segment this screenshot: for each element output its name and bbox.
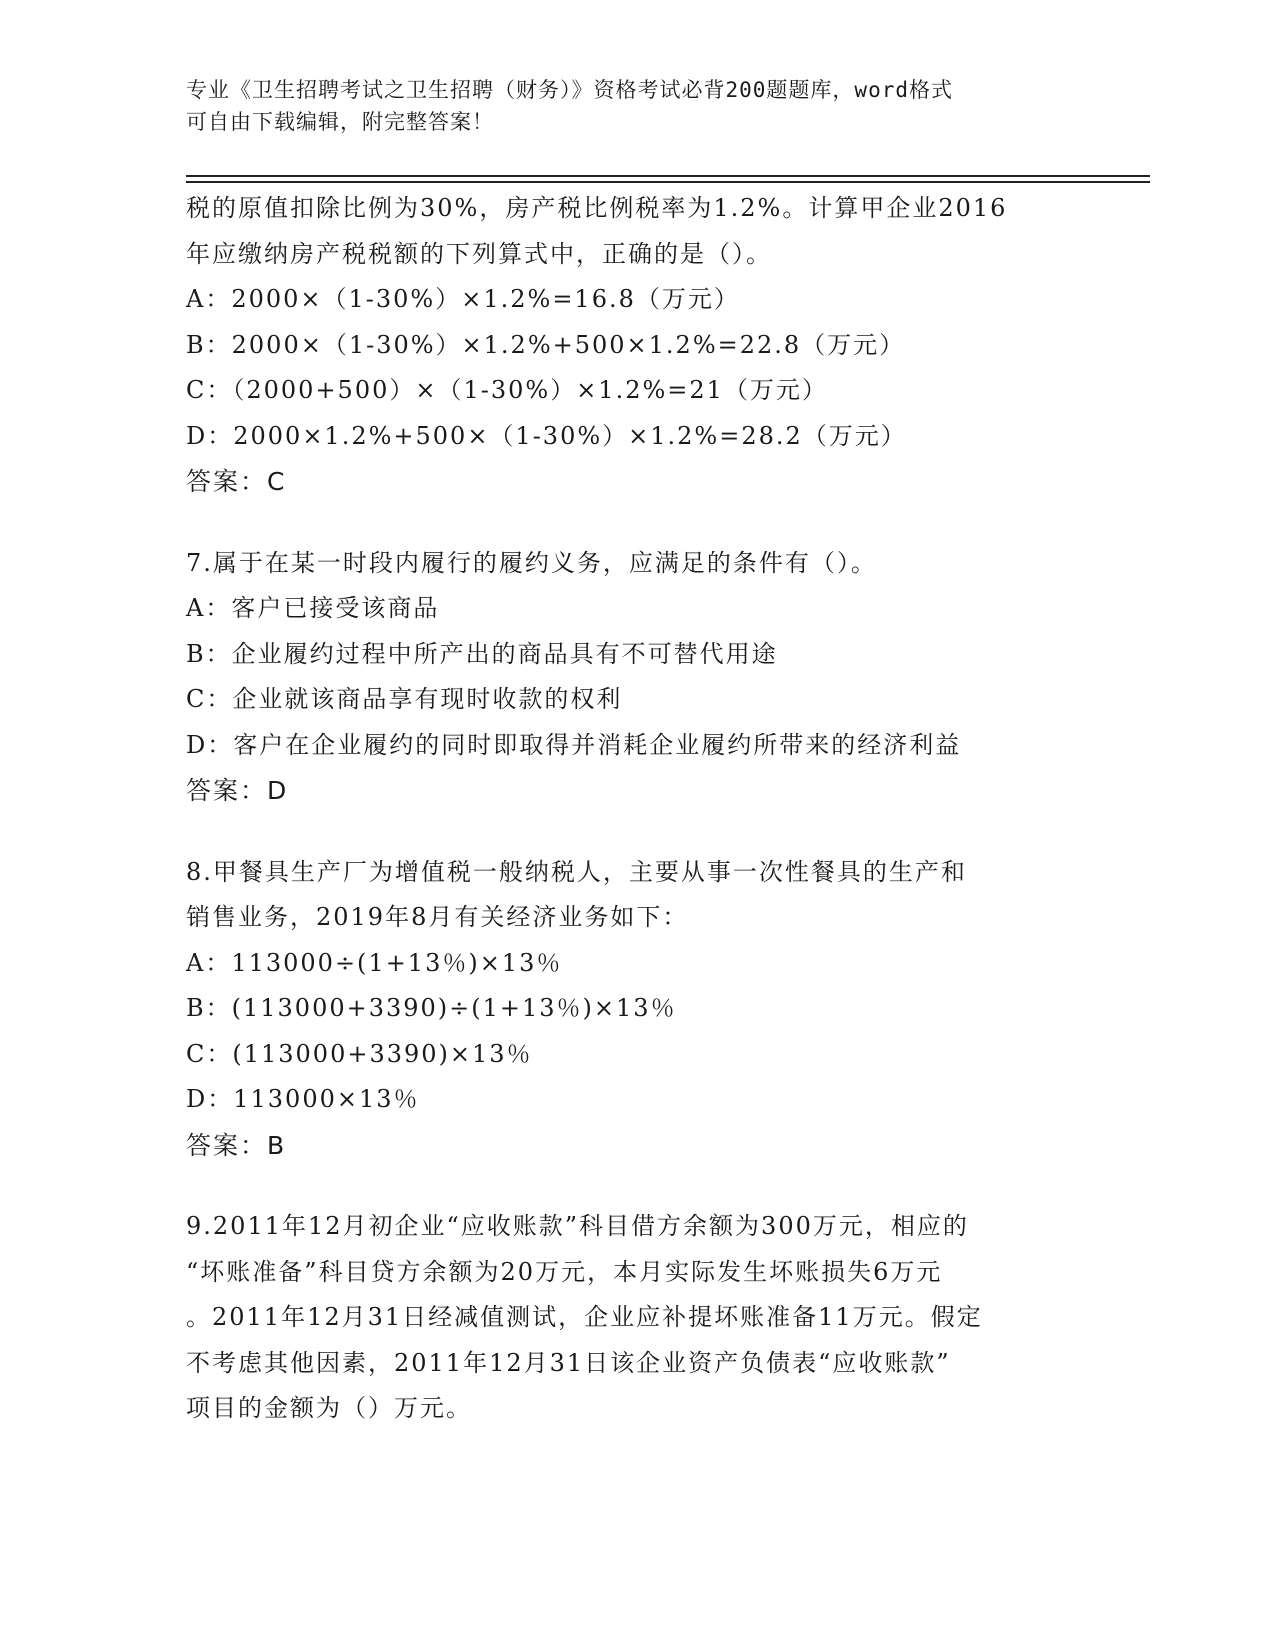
option-d: D：113000×13％ [186,1085,420,1113]
header-title-line-1: 专业《卫生招聘考试之卫生招聘（财务）》资格考试必背200题题库，word格式 [186,78,953,102]
question-stem-line: 年应缴纳房产税税额的下列算式中，正确的是（）。 [186,239,772,268]
question-stem-line: 不考虑其他因素，2011年12月31日该企业资产负债表“应收账款” [186,1348,951,1377]
question-stem-line: 税的原值扣除比例为30%，房产税比例税率为1.2%。计算甲企业2016 [186,194,1008,222]
option-d: D：2000×1.2%+500×（1-30%）×1.2%=28.2（万元） [186,421,907,450]
document-header [186,74,1066,138]
question-9 [186,1204,1086,1432]
option-a: A：2000×（1-30%）×1.2%=16.8（万元） [186,285,740,313]
question-stem-line: “坏账准备”科目贷方余额为20万元，本月实际发生坏账损失6万元 [186,1257,943,1286]
header-title-line-2: 可自由下载编辑，附完整答案！ [186,110,494,134]
question-stem-line: 。2011年12月31日经减值测试，企业应补提坏账准备11万元。假定 [186,1303,983,1331]
question-list [186,186,1086,1432]
answer-line: 答案：D [186,776,289,805]
question-stem-line: 销售业务，2019年8月有关经济业务如下： [186,903,689,931]
option-b: B：企业履约过程中所产出的商品具有不可替代用途 [186,639,778,668]
answer-line: 答案：B [186,1130,287,1160]
question-stem-line: 7.属于在某一时段内履行的履约义务，应满足的条件有（）。 [186,548,877,577]
spacer [186,814,1086,850]
question-8 [186,850,1086,1169]
answer-line: 答案：C [186,467,287,496]
question-stem-line: 8.甲餐具生产厂为增值税一般纳税人，主要从事一次性餐具的生产和 [186,857,967,886]
question-stem-line: 项目的金额为（）万元。 [186,1394,472,1422]
question-6 [186,186,1086,505]
option-b: B：(113000+3390)÷(1+13％)×13％ [186,994,677,1022]
header-rule-top [186,175,1150,177]
question-7 [186,541,1086,814]
option-a: A：客户已接受该商品 [186,594,440,622]
option-b: B：2000×（1-30%）×1.2%+500×1.2%=22.8（万元） [186,330,906,359]
option-c: C：(113000+3390)×13％ [186,1039,533,1068]
option-c: C：企业就该商品享有现时收款的权利 [186,685,623,713]
question-stem-line: 9.2011年12月初企业“应收账款”科目借方余额为300万元，相应的 [186,1212,969,1240]
spacer [186,1168,1086,1204]
option-c: C：（2000+500）×（1-30%）×1.2%=21（万元） [186,376,828,404]
option-d: D：客户在企业履约的同时即取得并消耗企业履约所带来的经济利益 [186,730,962,759]
option-a: A：113000÷(1+13％)×13％ [186,948,563,977]
spacer [186,505,1086,541]
header-rule-bottom [186,181,1150,183]
